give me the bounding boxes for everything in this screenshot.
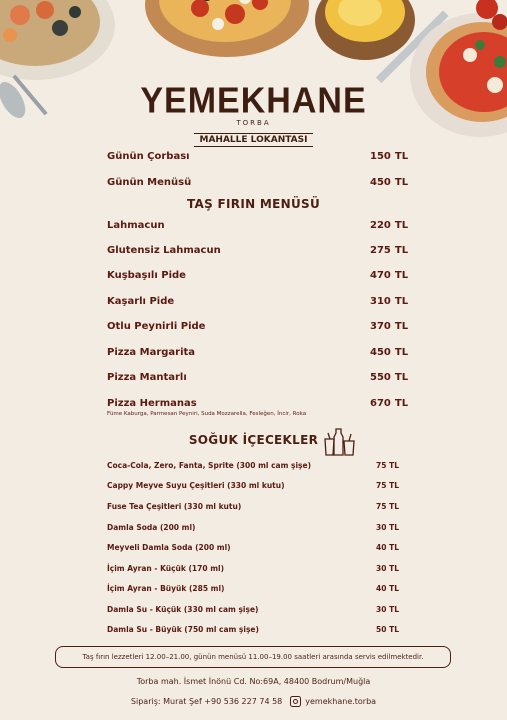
- instagram-handle[interactable]: [290, 696, 376, 707]
- drink-name: Coca-Cola, Zero, Fanta, Sprite (300 ml cam şişe): [107, 461, 312, 470]
- drink-item: [107, 605, 399, 614]
- instagram-icon: [290, 696, 301, 707]
- menu-item-price: 370 TL: [370, 321, 409, 332]
- service-hours-notice: [55, 646, 451, 668]
- logo-title: YEMEKHANE: [140, 81, 367, 121]
- restaurant-logo: [0, 82, 507, 147]
- section-title-cold-drinks: SOĞUK İÇECEKLER: [188, 433, 319, 447]
- menu-item: [107, 296, 409, 307]
- drink-item: [107, 461, 399, 470]
- menu-item: [107, 398, 409, 409]
- drink-name: Fuse Tea Çeşitleri (330 ml kutu): [107, 502, 242, 511]
- drink-item: [107, 523, 399, 532]
- menu-item: [107, 151, 409, 162]
- menu-item-price: 450 TL: [370, 347, 409, 358]
- menu-item-price: 310 TL: [370, 296, 409, 307]
- menu-item: [107, 321, 409, 332]
- menu-item-name: Glutensiz Lahmacun: [107, 245, 221, 256]
- drink-name: Cappy Meyve Suyu Çeşitleri (330 ml kutu): [107, 481, 285, 490]
- logo-subtitle-location: TORBA: [236, 119, 271, 127]
- drink-price: 30 TL: [376, 605, 399, 614]
- drink-price: 30 TL: [376, 523, 399, 532]
- drink-name: Meyveli Damla Soda (200 ml): [107, 543, 231, 552]
- menu-item: [107, 177, 409, 188]
- drink-item: [107, 543, 399, 552]
- order-phone: Sipariş: Murat Şef +90 536 227 74 58: [130, 697, 283, 706]
- menu-item: [107, 270, 409, 281]
- drink-price: 40 TL: [376, 584, 399, 593]
- drink-name: Damla Su - Küçük (330 ml cam şişe): [107, 605, 259, 614]
- menu-item: [107, 372, 409, 383]
- menu-item-name: Lahmacun: [107, 220, 165, 231]
- instagram-text: yemekhane.torba: [305, 697, 377, 706]
- menu-item-name: Pizza Mantarlı: [107, 372, 187, 383]
- drink-item: [107, 481, 399, 490]
- menu-item-name: Otlu Peynirli Pide: [107, 321, 206, 332]
- drink-price: 50 TL: [376, 625, 399, 634]
- drink-price: 75 TL: [376, 502, 399, 511]
- menu-item: [107, 245, 409, 256]
- drink-price: 30 TL: [376, 564, 399, 573]
- section-title-stone-oven: TAŞ FIRIN MENÜSÜ: [186, 197, 321, 211]
- drink-name: İçim Ayran - Küçük (170 ml): [107, 564, 225, 573]
- logo-subtitle-tagline: MAHALLE LOKANTASI: [194, 133, 314, 147]
- menu-item-price: 275 TL: [370, 245, 409, 256]
- menu-item-price: 470 TL: [370, 270, 409, 281]
- drink-name: Damla Su - Büyük (750 ml cam şişe): [107, 625, 259, 634]
- drink-item: [107, 502, 399, 511]
- menu-item-price: 150 TL: [370, 151, 409, 162]
- drink-name: Damla Soda (200 ml): [107, 523, 196, 532]
- notice-text: Taş fırın lezzetleri 12.00–21.00, günün menüsü 11.00–19.00 saatleri arasında servis edilmektedir.: [82, 653, 424, 661]
- drink-price: 75 TL: [376, 481, 399, 490]
- menu-item-name: Pizza Margarita: [107, 347, 196, 358]
- drink-item: [107, 584, 399, 593]
- drink-name: İçim Ayran - Büyük (285 ml): [107, 584, 225, 593]
- drinks-icon: [322, 425, 358, 459]
- drink-item: [107, 564, 399, 573]
- contact-footer: [0, 696, 507, 707]
- drink-price: 40 TL: [376, 543, 399, 552]
- drink-item: [107, 625, 399, 634]
- menu-item: [107, 347, 409, 358]
- address: Torba mah. İsmet İnönü Cd. No:69A, 48400 Bodrum/Muğla: [136, 677, 371, 686]
- menu-item-price: 670 TL: [370, 398, 409, 409]
- menu-item-name: Kuşbaşılı Pide: [107, 270, 186, 281]
- menu-item-name: Kaşarlı Pide: [107, 296, 175, 307]
- drink-price: 75 TL: [376, 461, 399, 470]
- menu-item: [107, 220, 409, 231]
- menu-item-name: Günün Menüsü: [107, 177, 192, 188]
- menu-item-price: 220 TL: [370, 220, 409, 231]
- menu-item-name: Pizza Hermanas: [107, 398, 197, 409]
- menu-item-price: 550 TL: [370, 372, 409, 383]
- menu-item-name: Günün Çorbası: [107, 151, 190, 162]
- menu-item-description: Füme Kaburga, Parmesan Peyniri, Suda Mozzarella, Fesleğen, İncir, Roka: [107, 411, 307, 417]
- menu-item-price: 450 TL: [370, 177, 409, 188]
